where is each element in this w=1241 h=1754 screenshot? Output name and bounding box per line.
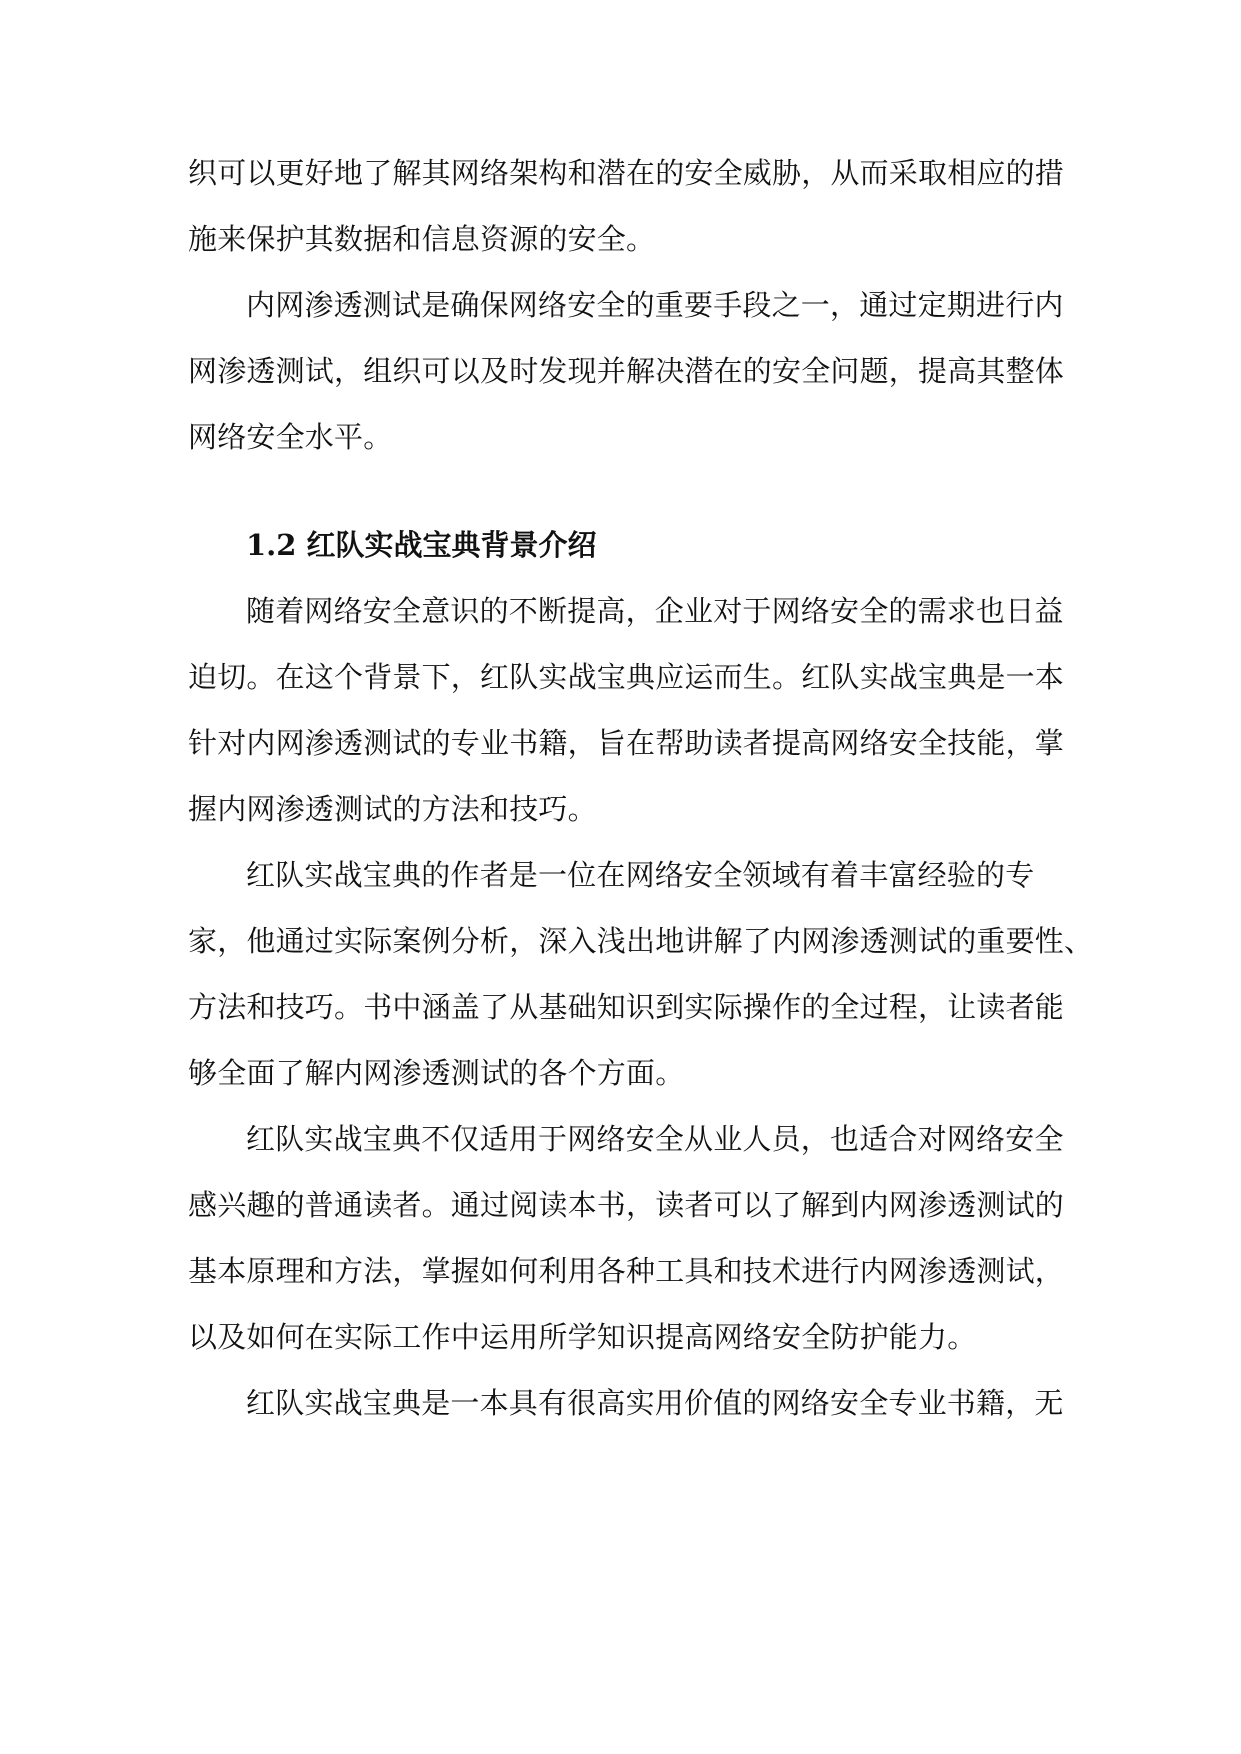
paragraph-line: 基本原理和方法，掌握如何利用各种工具和技术进行内网渗透测试， <box>188 1254 1065 1288</box>
paragraph-line: 迫切。在这个背景下，红队实战宝典应运而生。红队实战宝典是一本 <box>188 660 1065 694</box>
paragraph-4 <box>188 842 1094 1106</box>
section-heading: 1.2 红队实战宝典背景介绍 <box>246 528 597 562</box>
paragraph-line: 织可以更好地了解其网络架构和潜在的安全威胁，从而采取相应的措 <box>188 156 1065 190</box>
paragraph-line: 以及如何在实际工作中运用所学知识提高网络安全防护能力。 <box>188 1320 977 1354</box>
paragraph-line: 红队实战宝典不仅适用于网络安全从业人员，也适合对网络安全 <box>246 1122 1064 1156</box>
paragraph-line: 针对内网渗透测试的专业书籍，旨在帮助读者提高网络安全技能，掌 <box>188 726 1065 760</box>
paragraph-line: 随着网络安全意识的不断提高，企业对于网络安全的需求也日益 <box>246 594 1064 628</box>
document-page <box>188 140 1094 1436</box>
paragraph-line: 施来保护其数据和信息资源的安全。 <box>188 222 656 256</box>
paragraph-line: 红队实战宝典的作者是一位在网络安全领域有着丰富经验的专 <box>246 858 1035 892</box>
paragraph-line: 红队实战宝典是一本具有很高实用价值的网络安全专业书籍，无 <box>246 1386 1064 1420</box>
section-spacer <box>188 470 1058 512</box>
paragraph-line: 网络安全水平。 <box>188 420 393 454</box>
paragraph-line: 网渗透测试，组织可以及时发现并解决潜在的安全问题，提高其整体 <box>188 354 1065 388</box>
paragraph-3 <box>188 578 1065 842</box>
paragraph-6 <box>188 1370 1064 1436</box>
paragraph-line: 感兴趣的普通读者。通过阅读本书，读者可以了解到内网渗透测试的 <box>188 1188 1065 1222</box>
paragraph-line: 家，他通过实际案例分析，深入浅出地讲解了内网渗透测试的重要性、 <box>188 924 1094 958</box>
paragraph-line: 方法和技巧。书中涵盖了从基础知识到实际操作的全过程，让读者能 <box>188 990 1065 1024</box>
paragraph-5 <box>188 1106 1065 1370</box>
paragraph-2 <box>188 272 1065 470</box>
paragraph-line: 握内网渗透测试的方法和技巧。 <box>188 792 597 826</box>
paragraph-1 <box>188 140 1065 272</box>
paragraph-line: 内网渗透测试是确保网络安全的重要手段之一，通过定期进行内 <box>246 288 1064 322</box>
paragraph-line: 够全面了解内网渗透测试的各个方面。 <box>188 1056 685 1090</box>
